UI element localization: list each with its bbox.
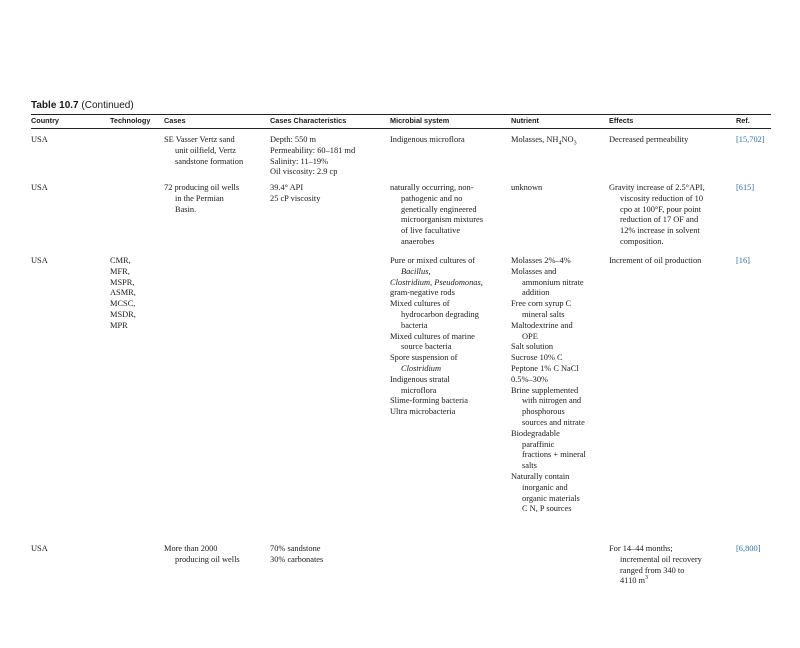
row1-effects: Decreased permeability — [609, 135, 689, 144]
row3-ref-link[interactable]: [16] — [736, 256, 750, 265]
header-cases-characteristics: Cases Characteristics — [270, 116, 347, 125]
table-label: Table 10.7 — [31, 100, 79, 111]
row3-effects: Increment of oil production — [609, 256, 702, 265]
row4-cases: More than 2000 producing oil wells — [164, 544, 240, 564]
row2-nutrient: unknown — [511, 183, 543, 192]
row3-technology: CMR, MFR, MSPR, ASMR, MCSC, MSDR, MPR — [110, 256, 136, 330]
row2-microbial-system: naturally occurring, non- pathogenic and no genetically engineered microorganism mixtures of live facultative anaerobes — [390, 183, 483, 246]
header-nutrient: Nutrient — [511, 116, 539, 125]
header-cases: Cases — [164, 116, 186, 125]
row1-cases: SE Vasser Vertz sand unit oilfield, Vertz sandstone formation — [164, 135, 244, 166]
header-effects: Effects — [609, 116, 634, 125]
row2-country: USA — [31, 183, 48, 192]
table-caption — [31, 100, 134, 112]
header-ref: Ref. — [736, 116, 750, 125]
header-country: Country — [31, 116, 59, 125]
row1-country: USA — [31, 135, 48, 144]
row2-ref-link[interactable]: [615] — [736, 183, 755, 192]
row1-nutrient: Molasses, $NH_4NO_3$ — [511, 135, 577, 147]
row1-characteristics: Depth: 550 m Permeability: 60–181 md Salinity: 11–19% Oil viscosity: 2.9 cp — [270, 135, 356, 177]
row4-ref-link[interactable]: [6,800] — [736, 544, 761, 553]
header-technology: Technology — [110, 116, 151, 125]
row2-effects: Gravity increase of 2.5°API, viscosity reduction of 10 cpo at 100°F, pour point reduction of 17 OF and 12% increase in solvent composition. — [609, 183, 705, 246]
row3-country: USA — [31, 256, 48, 265]
table-continued-note: (Continued) — [81, 100, 134, 111]
row1-ref-link[interactable]: [15,702] — [736, 135, 765, 144]
header-microbial-system: Microbial system — [390, 116, 450, 125]
row1-microbial-system: Indigenous microflora — [390, 135, 465, 144]
row2-cases: 72 producing oil wells in the Permian Basin. — [164, 183, 240, 214]
row3-microbial-system: Pure or mixed cultures of Bacillus, Clostridium, Pseudomonas, gram-negative rods Mixed cultures of hydrocarbon degrading bacteria Mixed cultures of marine source bacteria Spore suspension of Clostridium Indigenous stratal microflora Slime-forming bacteria Ultra microbacteria — [390, 256, 483, 417]
header-bottom-rule — [31, 128, 771, 129]
row3-nutrient: Molasses 2%–4% Molasses and ammonium nitrate addition Free corn syrup C mineral salts Maltodextrine and OPE Salt solution Sucrose 10% C Peptone 1% C NaCl 0.5%–30% Brine supplemented with nitrogen and phosphorous sources and nitrate Biodegradable paraffinic fractions + mineral salts Naturally contain inorganic and organic materials C N, P sources — [511, 256, 586, 514]
row4-effects: For 14–44 months; incremental oil recovery ranged from 340 to 4110 $m^3$ — [609, 544, 702, 586]
row2-characteristics: 39.4° API 25 cP viscosity — [270, 183, 321, 203]
row4-characteristics: 70% sandstone 30% carbonates — [270, 544, 324, 564]
row4-country: USA — [31, 544, 48, 553]
